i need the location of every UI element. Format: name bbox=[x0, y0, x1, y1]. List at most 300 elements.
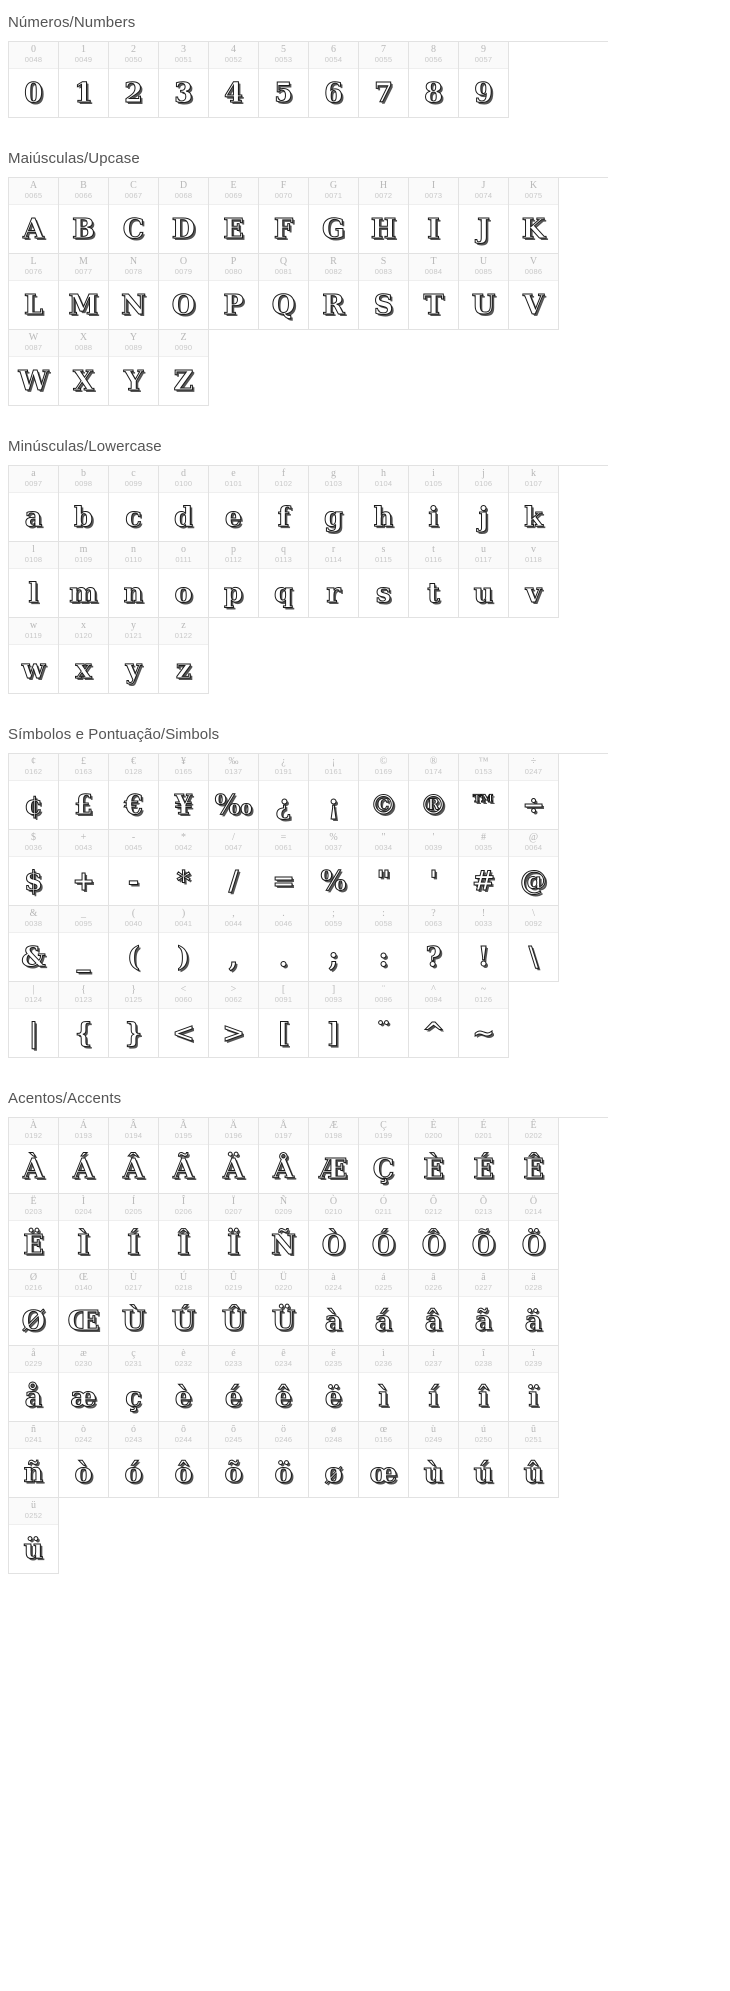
glyph-cell[interactable] bbox=[109, 1118, 159, 1194]
glyph-cell-header bbox=[9, 1118, 58, 1145]
glyph-cell[interactable] bbox=[209, 254, 259, 330]
glyph-cell[interactable] bbox=[459, 1270, 509, 1346]
glyph-cell[interactable] bbox=[9, 1498, 59, 1574]
glyph-cell-header bbox=[259, 1270, 308, 1297]
glyph-cell[interactable] bbox=[309, 542, 359, 618]
glyph-cell[interactable] bbox=[309, 466, 359, 542]
glyph-cell-header bbox=[359, 466, 408, 493]
section-spacer bbox=[0, 1058, 730, 1076]
glyph-cell[interactable] bbox=[359, 1118, 409, 1194]
glyph-cell[interactable] bbox=[309, 1194, 359, 1270]
glyph-preview: z bbox=[175, 653, 192, 685]
glyph-cell[interactable] bbox=[359, 1422, 409, 1498]
glyph-cell[interactable] bbox=[359, 42, 409, 118]
glyph-charcode-label: 0067 bbox=[124, 191, 143, 200]
glyph-cell[interactable] bbox=[359, 906, 409, 982]
glyph-cell[interactable] bbox=[259, 542, 309, 618]
glyph-cell[interactable] bbox=[159, 42, 209, 118]
glyph-cell-header bbox=[109, 1118, 158, 1145]
glyph-cell-header bbox=[259, 1422, 308, 1449]
glyph-cell[interactable] bbox=[209, 178, 259, 254]
glyph-cell[interactable] bbox=[309, 254, 359, 330]
glyph-cell-header bbox=[359, 906, 408, 933]
glyph-cell-header bbox=[259, 1118, 308, 1145]
glyph-cell[interactable] bbox=[509, 1194, 559, 1270]
glyph-cell[interactable] bbox=[9, 42, 59, 118]
glyph-cell[interactable] bbox=[459, 254, 509, 330]
glyph-cell[interactable] bbox=[509, 1118, 559, 1194]
glyph-cell[interactable] bbox=[309, 1346, 359, 1422]
glyph-cell[interactable] bbox=[59, 1194, 109, 1270]
glyph-preview: Í bbox=[127, 1229, 140, 1261]
glyph-cell[interactable] bbox=[209, 982, 259, 1058]
glyph-cell[interactable] bbox=[109, 1194, 159, 1270]
glyph-cell[interactable] bbox=[409, 254, 459, 330]
glyph-character-label: $ bbox=[31, 832, 36, 843]
glyph-cell[interactable] bbox=[9, 906, 59, 982]
glyph-preview: / bbox=[228, 865, 239, 897]
glyph-cell[interactable] bbox=[9, 1422, 59, 1498]
glyph-charcode-label: 0224 bbox=[324, 1283, 343, 1292]
glyph-cell[interactable] bbox=[159, 1346, 209, 1422]
glyph-character-label: O bbox=[179, 256, 188, 267]
glyph-cell[interactable] bbox=[259, 178, 309, 254]
glyph-cell[interactable] bbox=[209, 1346, 259, 1422]
glyph-preview: å bbox=[24, 1381, 43, 1413]
glyph-preview: g bbox=[324, 501, 343, 533]
glyph-charcode-label: 0252 bbox=[24, 1511, 43, 1520]
glyph-cell[interactable] bbox=[459, 1194, 509, 1270]
glyph-cell-header bbox=[259, 830, 308, 857]
glyph-charcode-label: 0245 bbox=[224, 1435, 243, 1444]
glyph-cell[interactable] bbox=[409, 1194, 459, 1270]
glyph-cell[interactable] bbox=[59, 178, 109, 254]
glyph-cell[interactable] bbox=[359, 830, 409, 906]
glyph-preview: h bbox=[373, 501, 394, 533]
glyph-cell[interactable] bbox=[59, 830, 109, 906]
glyph-cell[interactable] bbox=[459, 982, 509, 1058]
glyph-preview: î bbox=[478, 1381, 489, 1413]
glyph-cell[interactable] bbox=[359, 1270, 409, 1346]
glyph-preview: x bbox=[75, 653, 92, 685]
glyph-charcode-label: 0077 bbox=[74, 267, 93, 276]
glyph-cell[interactable] bbox=[309, 982, 359, 1058]
glyph-cell[interactable] bbox=[109, 330, 159, 406]
glyph-preview: L bbox=[24, 289, 43, 321]
glyph-preview: Ù bbox=[121, 1305, 146, 1337]
glyph-cell[interactable] bbox=[309, 178, 359, 254]
glyph-charcode-label: 0109 bbox=[74, 555, 93, 564]
glyph-cell[interactable] bbox=[9, 254, 59, 330]
glyph-charcode-label: 0076 bbox=[24, 267, 43, 276]
glyph-preview: X bbox=[73, 365, 94, 397]
glyph-charcode-label: 0242 bbox=[74, 1435, 93, 1444]
glyph-character-label: R bbox=[330, 256, 337, 267]
glyph-charcode-label: 0047 bbox=[224, 843, 243, 852]
glyph-cell[interactable] bbox=[59, 618, 109, 694]
glyph-cell[interactable] bbox=[9, 830, 59, 906]
glyph-character-label: > bbox=[230, 984, 237, 995]
glyph-cell[interactable] bbox=[109, 254, 159, 330]
glyph-cell[interactable] bbox=[109, 1270, 159, 1346]
glyph-cell[interactable] bbox=[259, 830, 309, 906]
glyph-cell[interactable] bbox=[9, 542, 59, 618]
glyph-cell[interactable] bbox=[59, 1118, 109, 1194]
glyph-character-label: ÷ bbox=[530, 756, 537, 767]
glyph-cell[interactable] bbox=[159, 1270, 209, 1346]
glyph-cell-header bbox=[59, 754, 108, 781]
glyph-cell[interactable] bbox=[359, 178, 409, 254]
glyph-preview: ï bbox=[528, 1381, 539, 1413]
glyph-charcode-label: 0050 bbox=[124, 55, 143, 64]
glyph-cell[interactable] bbox=[9, 330, 59, 406]
glyph-character-label: p bbox=[231, 544, 236, 555]
glyph-cell[interactable] bbox=[59, 1346, 109, 1422]
glyph-cell[interactable] bbox=[459, 542, 509, 618]
glyph-cell-header bbox=[409, 1118, 458, 1145]
glyph-cell[interactable] bbox=[9, 466, 59, 542]
glyph-character-label: ê bbox=[281, 1348, 286, 1359]
glyph-cell-header bbox=[509, 542, 558, 569]
glyph-preview: V bbox=[523, 289, 544, 321]
glyph-preview: ] bbox=[327, 1017, 340, 1049]
glyph-cell-header bbox=[509, 178, 558, 205]
glyph-cell[interactable] bbox=[409, 466, 459, 542]
glyph-charcode-label: 0061 bbox=[274, 843, 293, 852]
glyph-cell-header bbox=[409, 1270, 458, 1297]
glyph-cell[interactable] bbox=[509, 178, 559, 254]
glyph-cell[interactable] bbox=[359, 542, 409, 618]
glyph-cell[interactable] bbox=[59, 1422, 109, 1498]
glyph-cell[interactable] bbox=[309, 830, 359, 906]
glyph-cell[interactable] bbox=[259, 466, 309, 542]
glyph-cell[interactable] bbox=[9, 982, 59, 1058]
glyph-cell[interactable] bbox=[59, 754, 109, 830]
section-spacer bbox=[0, 406, 730, 424]
glyph-cell[interactable] bbox=[109, 542, 159, 618]
glyph-character-label: Ç bbox=[380, 1120, 387, 1131]
glyph-cell[interactable] bbox=[209, 906, 259, 982]
glyph-character-label: Æ bbox=[329, 1120, 338, 1131]
glyph-cell[interactable] bbox=[509, 542, 559, 618]
glyph-cell[interactable] bbox=[259, 754, 309, 830]
glyph-cell[interactable] bbox=[209, 1422, 259, 1498]
glyph-cell[interactable] bbox=[459, 1422, 509, 1498]
glyph-cell-header bbox=[9, 830, 58, 857]
glyph-cell-header bbox=[259, 906, 308, 933]
glyph-cell[interactable] bbox=[409, 542, 459, 618]
glyph-cell[interactable] bbox=[259, 1118, 309, 1194]
glyph-cell-header bbox=[459, 178, 508, 205]
glyph-preview: Ç bbox=[372, 1153, 395, 1185]
glyph-section bbox=[0, 1076, 730, 1592]
glyph-charcode-label: 0156 bbox=[374, 1435, 393, 1444]
glyph-cell[interactable] bbox=[59, 542, 109, 618]
glyph-preview: ? bbox=[425, 941, 442, 973]
glyph-cell[interactable] bbox=[259, 982, 309, 1058]
glyph-character-label: ¨ bbox=[381, 984, 386, 995]
glyph-cell[interactable] bbox=[59, 42, 109, 118]
glyph-cell[interactable] bbox=[159, 830, 209, 906]
glyph-cell[interactable] bbox=[259, 906, 309, 982]
glyph-cell[interactable] bbox=[409, 1270, 459, 1346]
glyph-cell[interactable] bbox=[9, 1194, 59, 1270]
glyph-charcode-label: 0039 bbox=[424, 843, 443, 852]
glyph-cell-header bbox=[159, 466, 208, 493]
glyph-cell[interactable] bbox=[509, 906, 559, 982]
glyph-cell[interactable] bbox=[359, 254, 409, 330]
glyph-cell-header bbox=[509, 254, 558, 281]
glyph-cell[interactable] bbox=[159, 1194, 209, 1270]
glyph-cell[interactable] bbox=[159, 330, 209, 406]
glyph-cell-header bbox=[309, 1422, 358, 1449]
glyph-cell[interactable] bbox=[9, 1270, 59, 1346]
glyph-cell[interactable] bbox=[109, 178, 159, 254]
glyph-cell[interactable] bbox=[59, 254, 109, 330]
glyph-character-label: * bbox=[181, 832, 186, 843]
glyph-cell[interactable] bbox=[159, 906, 209, 982]
glyph-cell[interactable] bbox=[509, 1422, 559, 1498]
glyph-cell[interactable] bbox=[109, 906, 159, 982]
glyph-character-label: x bbox=[81, 620, 86, 631]
glyph-cell[interactable] bbox=[409, 906, 459, 982]
glyph-character-label: % bbox=[329, 832, 338, 843]
glyph-charcode-label: 0034 bbox=[374, 843, 393, 852]
glyph-cell[interactable] bbox=[9, 178, 59, 254]
glyph-cell[interactable] bbox=[459, 1118, 509, 1194]
glyph-cell[interactable] bbox=[409, 982, 459, 1058]
glyph-cell-header bbox=[159, 42, 208, 69]
glyph-cell[interactable] bbox=[209, 1194, 259, 1270]
glyph-character-label: G bbox=[329, 180, 338, 191]
glyph-character-label: f bbox=[281, 468, 286, 479]
glyph-character-label: ¥ bbox=[181, 756, 186, 767]
glyph-preview: I bbox=[427, 213, 440, 245]
glyph-cell-header bbox=[109, 254, 158, 281]
glyph-character-label: ú bbox=[481, 1424, 486, 1435]
glyph-preview: 0 bbox=[24, 77, 43, 109]
glyph-preview: t bbox=[427, 577, 440, 609]
glyph-cell[interactable] bbox=[509, 466, 559, 542]
glyph-cell-header bbox=[59, 982, 108, 1009]
glyph-character-label: B bbox=[80, 180, 87, 191]
glyph-cell[interactable] bbox=[409, 1118, 459, 1194]
glyph-cell-header bbox=[209, 1422, 258, 1449]
glyph-charcode-label: 0104 bbox=[374, 479, 393, 488]
glyph-charcode-label: 0091 bbox=[274, 995, 293, 1004]
glyph-cell[interactable] bbox=[159, 178, 209, 254]
glyph-charcode-label: 0115 bbox=[375, 555, 392, 564]
glyph-cell[interactable] bbox=[209, 830, 259, 906]
glyph-character-label: E bbox=[230, 180, 237, 191]
glyph-cell-header bbox=[459, 1118, 508, 1145]
glyph-cell[interactable] bbox=[209, 42, 259, 118]
glyph-cell[interactable] bbox=[159, 1422, 209, 1498]
glyph-character-label: l bbox=[32, 544, 35, 555]
glyph-cell[interactable] bbox=[459, 178, 509, 254]
glyph-cell[interactable] bbox=[309, 1422, 359, 1498]
glyph-cell[interactable] bbox=[259, 1422, 309, 1498]
glyph-cell[interactable] bbox=[109, 466, 159, 542]
glyph-grid bbox=[8, 465, 608, 694]
glyph-character-label: t bbox=[432, 544, 435, 555]
glyph-cell[interactable] bbox=[509, 254, 559, 330]
glyph-cell-header bbox=[59, 178, 108, 205]
glyph-cell-header bbox=[359, 1270, 408, 1297]
glyph-charcode-label: 0228 bbox=[524, 1283, 543, 1292]
glyph-preview: [ bbox=[277, 1017, 290, 1049]
glyph-cell[interactable] bbox=[109, 42, 159, 118]
glyph-character-label: _ bbox=[81, 908, 86, 919]
glyph-cell[interactable] bbox=[209, 1270, 259, 1346]
glyph-cell-header bbox=[309, 542, 358, 569]
glyph-charcode-label: 0116 bbox=[425, 555, 442, 564]
glyph-cell[interactable] bbox=[59, 466, 109, 542]
glyph-preview: ¡ bbox=[327, 789, 340, 821]
glyph-character-label: Â bbox=[129, 1120, 138, 1131]
glyph-cell[interactable] bbox=[9, 1118, 59, 1194]
glyph-cell[interactable] bbox=[509, 830, 559, 906]
glyph-cell[interactable] bbox=[359, 1194, 409, 1270]
glyph-character-label: Ì bbox=[81, 1196, 86, 1207]
glyph-cell[interactable] bbox=[359, 1346, 409, 1422]
glyph-cell-header bbox=[9, 42, 58, 69]
glyph-cell[interactable] bbox=[459, 754, 509, 830]
glyph-cell[interactable] bbox=[309, 1118, 359, 1194]
glyph-preview: ¢ bbox=[24, 789, 43, 821]
glyph-cell[interactable] bbox=[209, 1118, 259, 1194]
glyph-character-label: ¿ bbox=[281, 756, 286, 767]
glyph-cell[interactable] bbox=[509, 1270, 559, 1346]
glyph-charcode-label: 0097 bbox=[24, 479, 43, 488]
glyph-cell-header bbox=[159, 330, 208, 357]
glyph-cell-header bbox=[459, 466, 508, 493]
glyph-character-label: - bbox=[131, 832, 136, 843]
glyph-cell[interactable] bbox=[459, 906, 509, 982]
glyph-cell[interactable] bbox=[159, 982, 209, 1058]
glyph-cell[interactable] bbox=[159, 254, 209, 330]
glyph-preview: ò bbox=[74, 1457, 93, 1489]
glyph-cell[interactable] bbox=[459, 42, 509, 118]
glyph-cell[interactable] bbox=[259, 1270, 309, 1346]
glyph-charcode-label: 0081 bbox=[274, 267, 293, 276]
glyph-cell[interactable] bbox=[409, 1422, 459, 1498]
glyph-charcode-label: 0072 bbox=[374, 191, 393, 200]
glyph-character-label: ü bbox=[31, 1500, 36, 1511]
glyph-cell[interactable] bbox=[259, 1346, 309, 1422]
glyph-cell[interactable] bbox=[9, 754, 59, 830]
glyph-cell[interactable] bbox=[409, 830, 459, 906]
glyph-charcode-label: 0110 bbox=[125, 555, 142, 564]
glyph-cell[interactable] bbox=[309, 42, 359, 118]
glyph-cell[interactable] bbox=[359, 466, 409, 542]
glyph-cell[interactable] bbox=[259, 42, 309, 118]
glyph-cell[interactable] bbox=[59, 330, 109, 406]
glyph-cell[interactable] bbox=[359, 982, 409, 1058]
glyph-cell[interactable] bbox=[159, 466, 209, 542]
glyph-cell-header bbox=[109, 830, 158, 857]
glyph-preview: " bbox=[376, 865, 391, 897]
glyph-cell[interactable] bbox=[109, 1422, 159, 1498]
glyph-cell[interactable] bbox=[409, 178, 459, 254]
glyph-cell-header bbox=[509, 906, 558, 933]
glyph-cell[interactable] bbox=[359, 754, 409, 830]
glyph-character-label: Ø bbox=[29, 1272, 38, 1283]
glyph-cell[interactable] bbox=[109, 1346, 159, 1422]
glyph-cell-header bbox=[109, 42, 158, 69]
glyph-cell[interactable] bbox=[459, 1346, 509, 1422]
glyph-cell-header bbox=[59, 830, 108, 857]
glyph-cell[interactable] bbox=[409, 42, 459, 118]
glyph-cell[interactable] bbox=[309, 906, 359, 982]
glyph-character-label: 6 bbox=[331, 44, 336, 55]
glyph-cell[interactable] bbox=[109, 830, 159, 906]
glyph-cell[interactable] bbox=[159, 1118, 209, 1194]
glyph-cell[interactable] bbox=[309, 1270, 359, 1346]
glyph-cell[interactable] bbox=[409, 1346, 459, 1422]
glyph-cell[interactable] bbox=[159, 542, 209, 618]
glyph-cell-header bbox=[9, 254, 58, 281]
glyph-cell[interactable] bbox=[9, 1346, 59, 1422]
glyph-cell-header bbox=[309, 830, 358, 857]
glyph-cell[interactable] bbox=[259, 1194, 309, 1270]
glyph-grid bbox=[8, 1117, 608, 1574]
glyph-cell[interactable] bbox=[209, 466, 259, 542]
glyph-cell[interactable] bbox=[59, 906, 109, 982]
glyph-cell[interactable] bbox=[309, 754, 359, 830]
glyph-preview: y bbox=[125, 653, 142, 685]
glyph-character-label: ¢ bbox=[31, 756, 36, 767]
glyph-character-label: M bbox=[79, 256, 88, 267]
glyph-charcode-label: 0119 bbox=[25, 631, 42, 640]
glyph-preview: Ø bbox=[21, 1305, 46, 1337]
glyph-cell[interactable] bbox=[109, 754, 159, 830]
glyph-cell[interactable] bbox=[159, 754, 209, 830]
glyph-cell[interactable] bbox=[509, 1346, 559, 1422]
glyph-cell[interactable] bbox=[109, 982, 159, 1058]
glyph-cell[interactable] bbox=[509, 754, 559, 830]
glyph-charcode-label: 0114 bbox=[325, 555, 342, 564]
glyph-charcode-label: 0062 bbox=[224, 995, 243, 1004]
glyph-character-label: ; bbox=[332, 908, 335, 919]
glyph-cell[interactable] bbox=[159, 618, 209, 694]
glyph-preview: à bbox=[324, 1305, 343, 1337]
glyph-cell[interactable] bbox=[109, 618, 159, 694]
glyph-character-label: < bbox=[180, 984, 187, 995]
glyph-character-label: j bbox=[482, 468, 485, 479]
glyph-charcode-label: 0204 bbox=[74, 1207, 93, 1216]
glyph-cell[interactable] bbox=[459, 466, 509, 542]
glyph-cell[interactable] bbox=[59, 982, 109, 1058]
glyph-cell[interactable] bbox=[59, 1270, 109, 1346]
glyph-preview: ! bbox=[477, 941, 490, 973]
glyph-cell-header bbox=[159, 618, 208, 645]
glyph-cell[interactable] bbox=[409, 754, 459, 830]
glyph-cell[interactable] bbox=[459, 830, 509, 906]
glyph-preview: ^ bbox=[422, 1017, 445, 1049]
glyph-cell-header bbox=[9, 1498, 58, 1525]
glyph-cell[interactable] bbox=[9, 618, 59, 694]
glyph-character-label: â bbox=[431, 1272, 436, 1283]
glyph-cell-header bbox=[209, 1346, 258, 1373]
glyph-cell[interactable] bbox=[209, 542, 259, 618]
glyph-cell-header bbox=[59, 1270, 108, 1297]
glyph-cell[interactable] bbox=[259, 254, 309, 330]
glyph-charcode-label: 0045 bbox=[124, 843, 143, 852]
glyph-cell[interactable] bbox=[209, 754, 259, 830]
glyph-character-label: W bbox=[28, 332, 39, 343]
glyph-charcode-label: 0212 bbox=[424, 1207, 443, 1216]
